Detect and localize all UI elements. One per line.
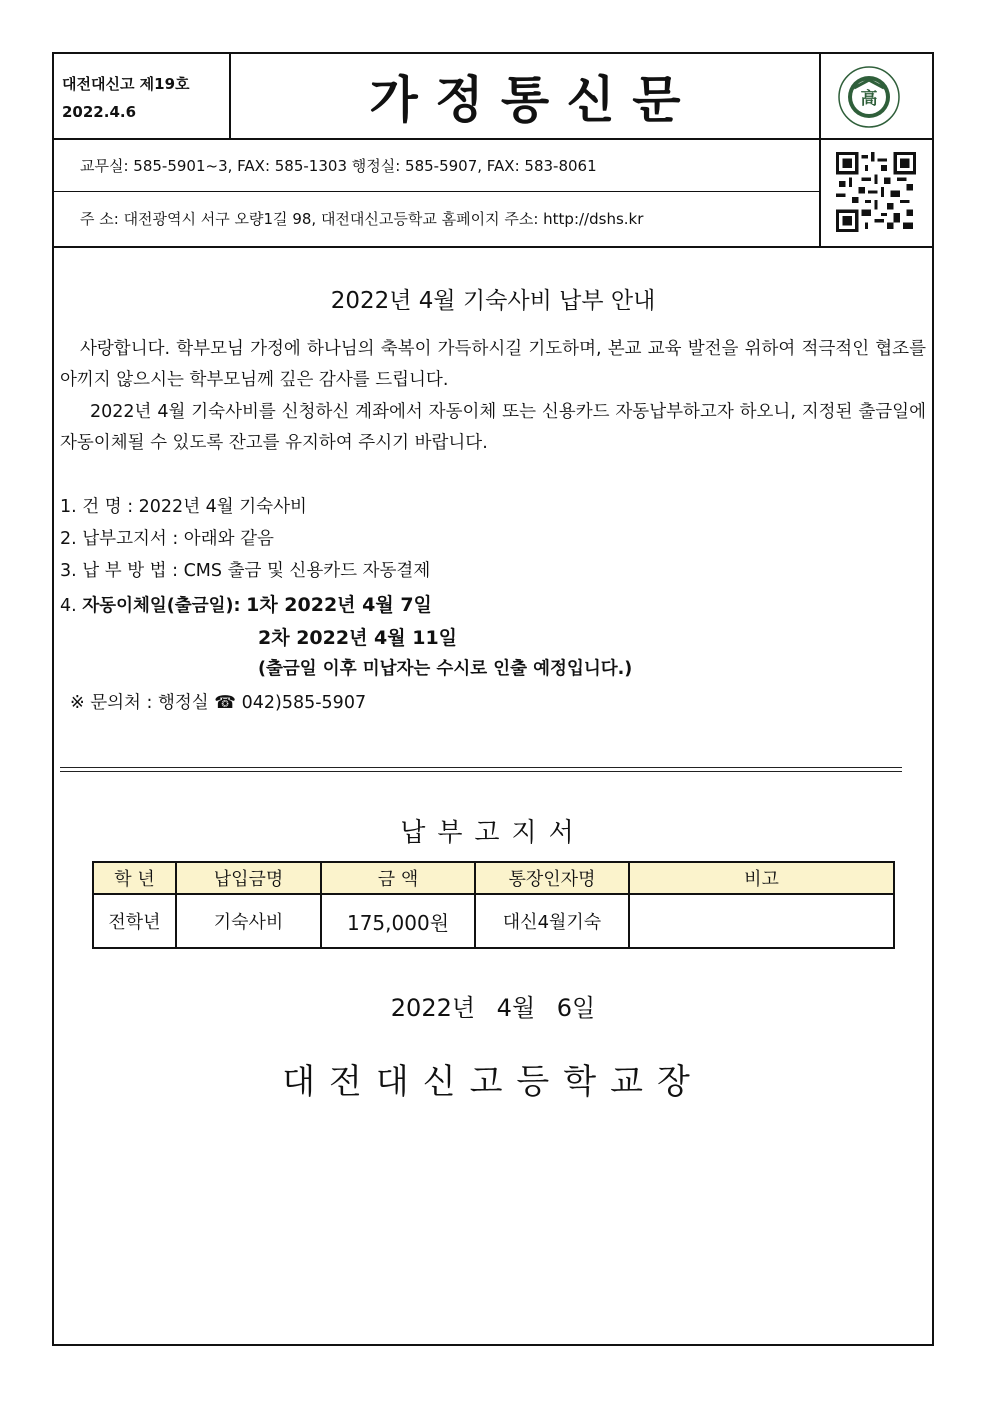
- withdrawal-note: (출금일 이후 미납자는 수시로 인출 예정입니다.): [258, 659, 633, 679]
- second-withdrawal: 2차 2022년 4월 11일: [258, 627, 458, 649]
- cell-account-label: 대신4월기숙: [475, 894, 629, 948]
- payment-table: [92, 861, 895, 949]
- qr-code-icon: [836, 152, 916, 232]
- payment-notice-title: 납부고지서: [400, 818, 586, 848]
- col-fee-name: 납입금명: [176, 862, 321, 894]
- issue-date-footer: 2022년 4월 6일: [390, 994, 596, 1022]
- col-grade: 학 년: [93, 862, 176, 894]
- issue-number: 대전대신고 제19호: [62, 75, 190, 93]
- cell-fee-name: 기숙사비: [176, 894, 321, 948]
- col-account-label: 통장인자명: [475, 862, 629, 894]
- header-rule: [52, 138, 934, 140]
- phone-info: 교무실: 585-5901~3, FAX: 585-1303 행정실: 585-5907, FAX: 583-8061: [80, 157, 597, 175]
- item-bill: 2. 납부고지서 : 아래와 같음: [60, 529, 274, 549]
- logo-divider: [819, 52, 821, 248]
- document-title: 2022년 4월 기숙사비 납부 안내: [330, 288, 656, 314]
- issue-divider: [229, 52, 231, 140]
- first-withdrawal: 1차 2022년 4월 7일: [246, 594, 432, 616]
- notice-paragraph: 2022년 4월 기숙사비를 신청하신 계좌에서 자동이체 또는 신용카드 자동납부하고자 하오니, 지정된 출금일에 자동이체될 수 있도록 잔고를 유지하여 주시기 바랍니다.: [60, 402, 926, 453]
- cell-amount: 175,000원: [321, 894, 475, 948]
- newsletter-title: 가 정 통 신 문: [369, 71, 681, 129]
- table-row: [93, 894, 894, 948]
- cell-remarks: [629, 894, 894, 948]
- col-remarks: 비고: [629, 862, 894, 894]
- contact-bottom-rule: [52, 246, 934, 248]
- school-logo: [838, 66, 900, 128]
- cell-grade: 전학년: [93, 894, 176, 948]
- col-amount: 금 액: [321, 862, 475, 894]
- address-info: 주 소: 대전광역시 서구 오량1길 98, 대전대신고등학교 홈페이지 주소: http://dshs.kr: [80, 210, 644, 228]
- item-withdrawal-date: [60, 590, 432, 617]
- withdrawal-label: 자동이체일(출금일):: [82, 596, 241, 616]
- issue-info: [62, 70, 190, 126]
- principal-signature: 대전대신고등학교장: [282, 1062, 704, 1102]
- item-method: 3. 납 부 방 법 : CMS 출금 및 신용카드 자동결제: [60, 561, 431, 581]
- issue-date: 2022.4.6: [62, 103, 137, 121]
- logo-glyph: 高: [860, 89, 878, 109]
- item-number: 4.: [60, 596, 77, 616]
- item-subject: 1. 건 명 : 2022년 4월 기숙사비: [60, 497, 307, 517]
- table-header-row: [93, 862, 894, 894]
- section-divider: [60, 767, 902, 772]
- greeting-paragraph: 사랑합니다. 학부모님 가정에 하나님의 축복이 가득하시길 기도하며, 본교 교육 발전을 위하여 적극적인 협조를 아끼지 않으시는 학부모님께 깊은 감사를 드립니다.: [60, 339, 926, 390]
- contact-rule: [52, 191, 820, 192]
- inquiry-contact: ※ 문의처 : 행정실 ☎ 042)585-5907: [70, 693, 367, 713]
